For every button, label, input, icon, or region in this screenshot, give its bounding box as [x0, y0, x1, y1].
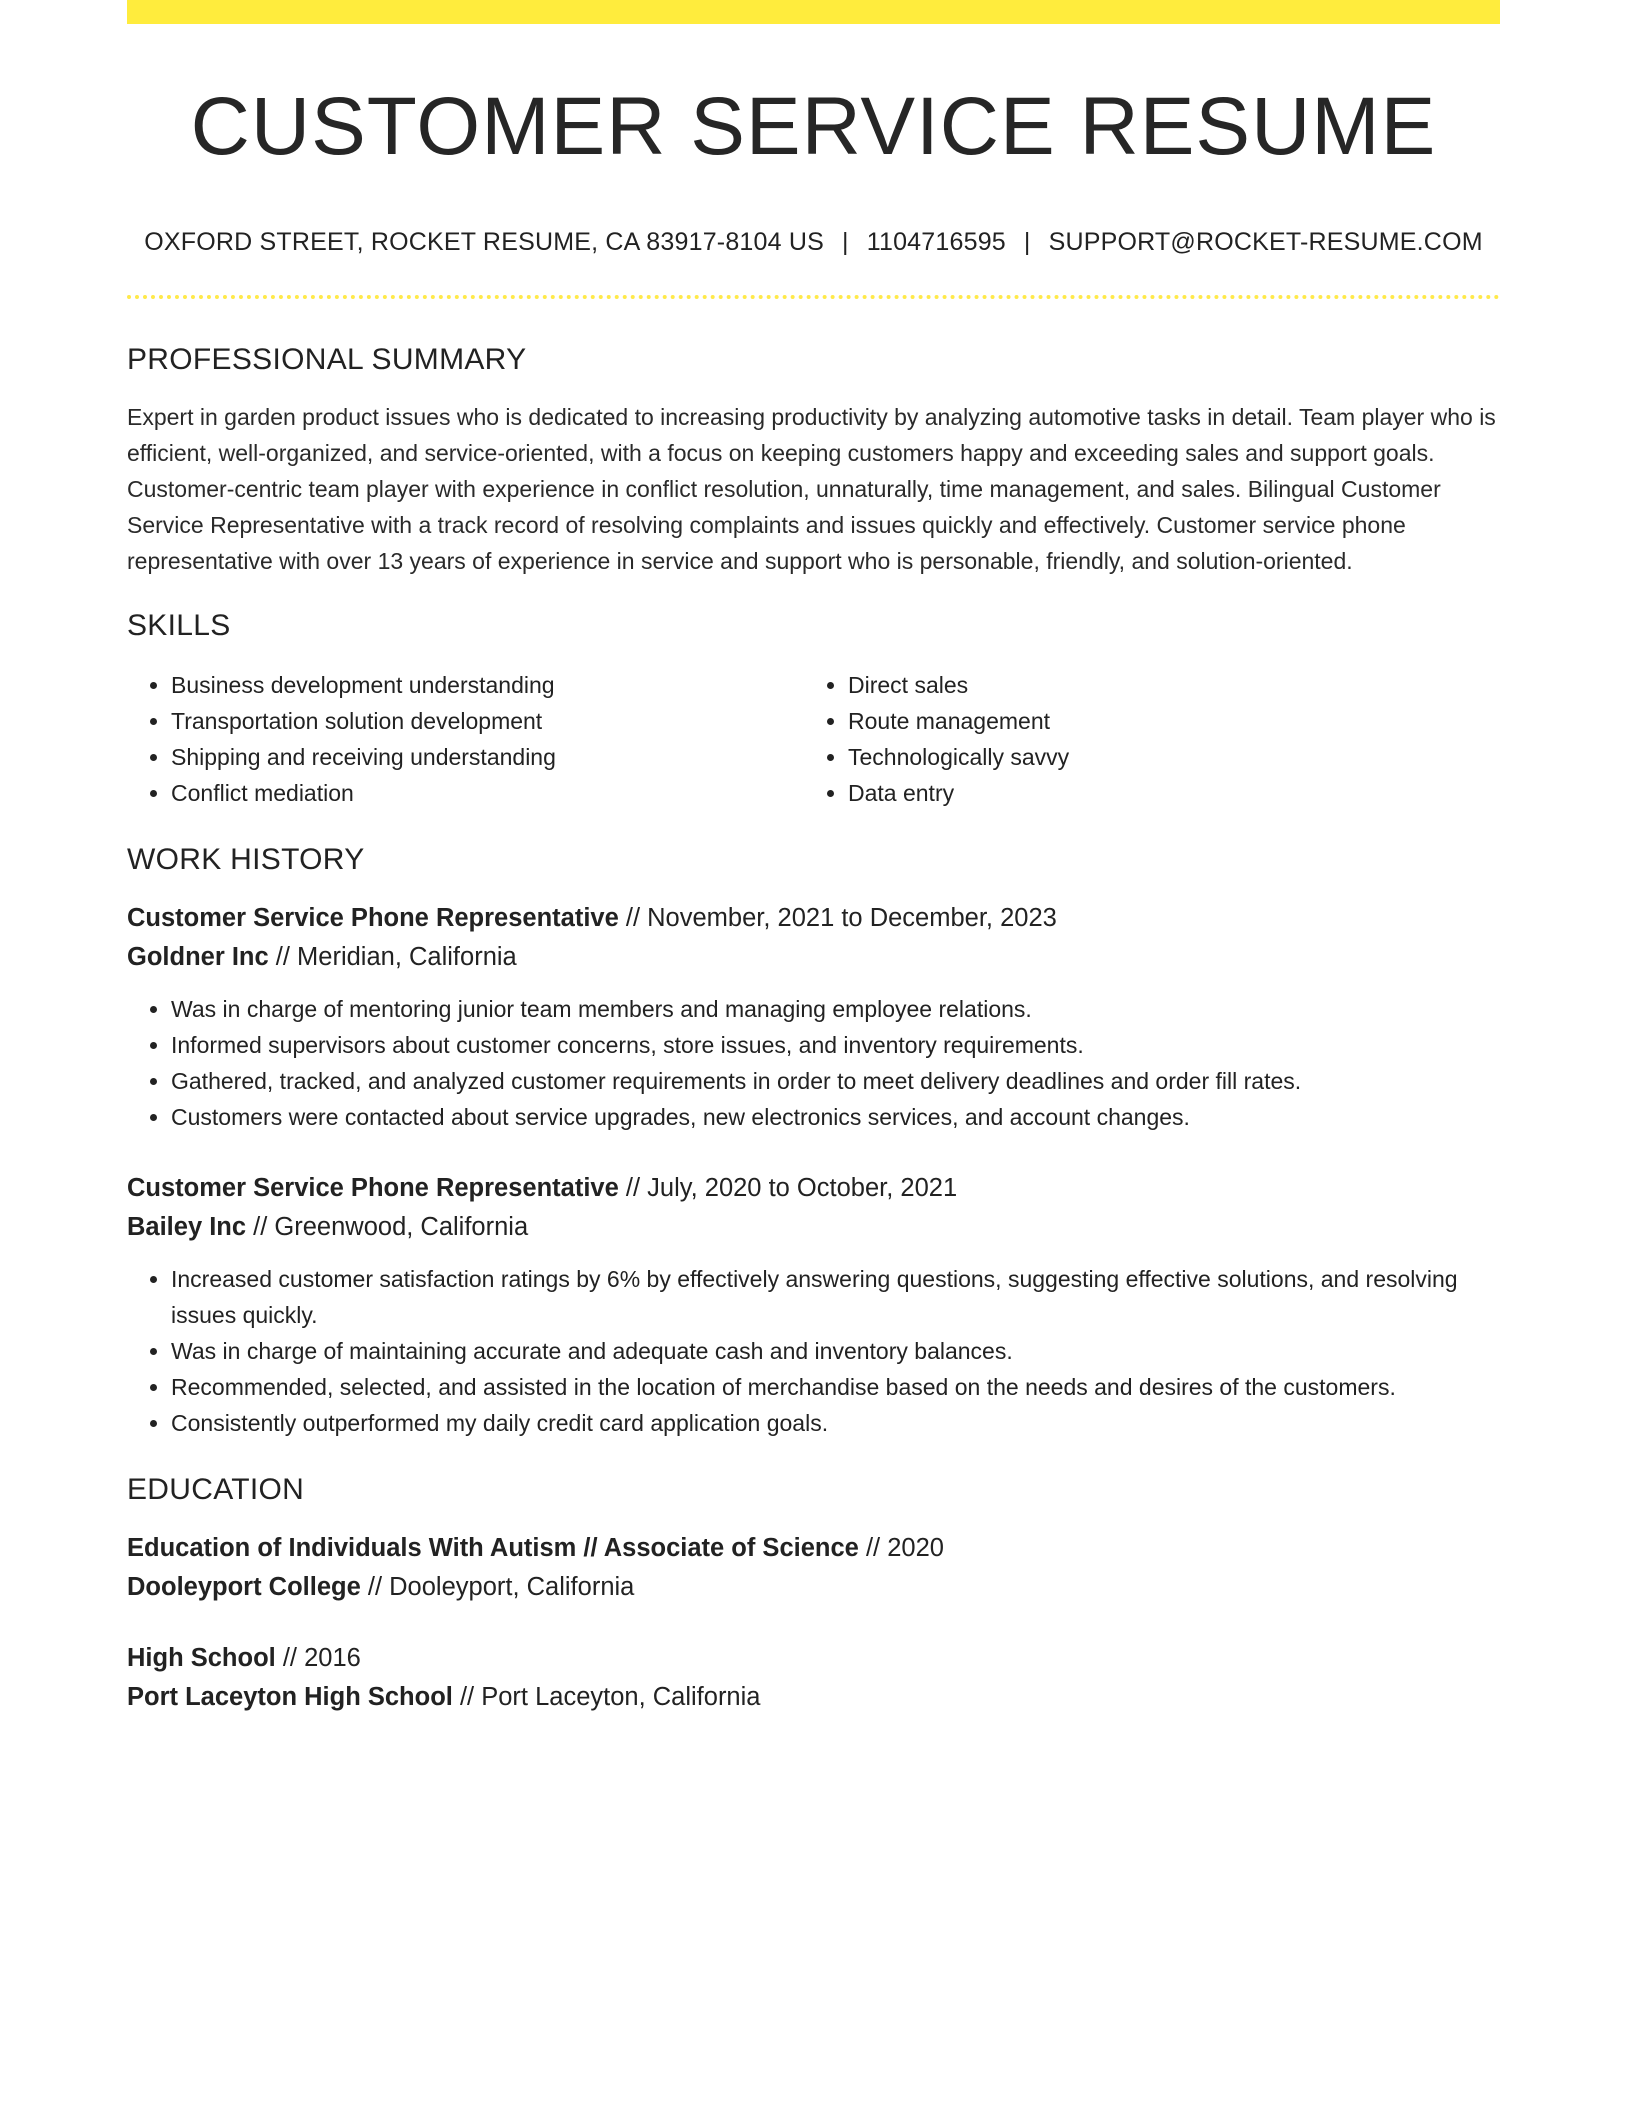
job-bullet: • Customers were contacted about service upgrades, new electronics services, and account changes.: [171, 1099, 1500, 1135]
education-school: Dooleyport College: [127, 1573, 361, 1602]
separator: //: [253, 1213, 268, 1242]
work-history-heading: WORK HISTORY: [127, 843, 365, 877]
contact-separator: |: [842, 228, 849, 257]
skill-item: • Direct sales: [848, 667, 1481, 703]
job-company-line: [127, 1208, 1500, 1247]
skill-item: • Business development understanding: [171, 667, 804, 703]
skills-column-right: [804, 667, 1481, 811]
separator: //: [865, 1534, 881, 1563]
job-bullets: [127, 991, 1500, 1135]
skill-item: • Route management: [848, 703, 1481, 739]
job-title-line: [127, 899, 1500, 938]
education-heading: EDUCATION: [127, 1473, 305, 1507]
separator: //: [459, 1683, 475, 1712]
job-location: Greenwood, California: [274, 1213, 529, 1242]
job-entry: [127, 1169, 1500, 1441]
job-title: Customer Service Phone Representative: [127, 904, 619, 933]
job-bullet: • Increased customer satisfaction ratings by 6% by effectively answering questions, suggesting effective solutions, and resolving issues quickly.: [171, 1261, 1500, 1333]
skill-item: • Data entry: [848, 775, 1481, 811]
job-bullet: • Recommended, selected, and assisted in the location of merchandise based on the needs and desires of the customers.: [171, 1369, 1500, 1405]
education-degree-line: [127, 1639, 1500, 1678]
education-entry: [127, 1639, 1500, 1717]
job-company-line: [127, 938, 1500, 977]
skills-list: [127, 667, 1500, 811]
job-location: Meridian, California: [297, 943, 517, 972]
job-bullet: • Was in charge of mentoring junior team members and managing employee relations.: [171, 991, 1500, 1027]
separator: //: [625, 904, 641, 933]
job-company: Bailey Inc: [127, 1213, 247, 1242]
job-bullet: • Was in charge of maintaining accurate and adequate cash and inventory balances.: [171, 1333, 1500, 1369]
education-school-line: [127, 1678, 1500, 1717]
education-degree-line: [127, 1529, 1500, 1568]
education-year: 2016: [304, 1644, 361, 1673]
contact-email: SUPPORT@ROCKET-RESUME.COM: [1048, 228, 1483, 257]
job-bullet: • Consistently outperformed my daily credit card application goals.: [171, 1405, 1500, 1441]
resume-title: CUSTOMER SERVICE RESUME: [190, 81, 1437, 172]
skills-heading: SKILLS: [127, 609, 231, 643]
job-dates: July, 2020 to October, 2021: [647, 1174, 958, 1203]
education-degree: Education of Individuals With Autism // Associate of Science: [127, 1534, 859, 1563]
contact-line: [127, 228, 1500, 257]
education-school-line: [127, 1568, 1500, 1607]
contact-separator: |: [1023, 228, 1031, 257]
skill-item: • Shipping and receiving understanding: [171, 739, 804, 775]
education-entry: [127, 1529, 1500, 1607]
skill-item: • Conflict mediation: [171, 775, 804, 811]
summary-text: Expert in garden product issues who is dedicated to increasing productivity by analyzing automotive tasks in detail. Team player who is efficient, well-organized, and service-oriented, with a focus on keeping customers happy and exceeding sales and support goals. Customer-centric team player with experience in conflict resolution, unnaturally, time management, and sales. Bilingual Customer Service Representative with a track record of resolving complaints and issues quickly and effectively. Customer service phone representative with over 13 years of experience in service and support who is personable, friendly, and solution-oriented.: [127, 404, 1496, 575]
skills-column-left: [127, 667, 804, 811]
resume-page: [127, 0, 1500, 1717]
job-dates: November, 2021 to December, 2023: [647, 904, 1057, 933]
education-year: 2020: [887, 1534, 944, 1563]
skill-item: • Technologically savvy: [848, 739, 1481, 775]
separator: //: [367, 1573, 383, 1602]
skill-item: • Transportation solution development: [171, 703, 804, 739]
separator: //: [275, 943, 290, 972]
separator: //: [282, 1644, 298, 1673]
contact-phone: 1104716595: [866, 228, 1006, 257]
job-entry: [127, 899, 1500, 1135]
job-bullet: • Gathered, tracked, and analyzed customer requirements in order to meet delivery deadlines and order fill rates.: [171, 1063, 1500, 1099]
job-bullet: • Informed supervisors about customer concerns, store issues, and inventory requirements.: [171, 1027, 1500, 1063]
education-location: Port Laceyton, California: [481, 1683, 761, 1712]
education-degree: High School: [127, 1644, 276, 1673]
dotted-divider: [127, 295, 1500, 299]
education-location: Dooleyport, California: [389, 1573, 635, 1602]
separator: //: [625, 1174, 641, 1203]
contact-address: OXFORD STREET, ROCKET RESUME, CA 83917-8104 US: [144, 228, 825, 257]
accent-bar: [127, 0, 1500, 24]
education-school: Port Laceyton High School: [127, 1683, 453, 1712]
job-bullets: [127, 1261, 1500, 1441]
job-company: Goldner Inc: [127, 943, 269, 972]
job-title-line: [127, 1169, 1500, 1208]
job-title: Customer Service Phone Representative: [127, 1174, 619, 1203]
summary-heading: PROFESSIONAL SUMMARY: [127, 343, 527, 377]
